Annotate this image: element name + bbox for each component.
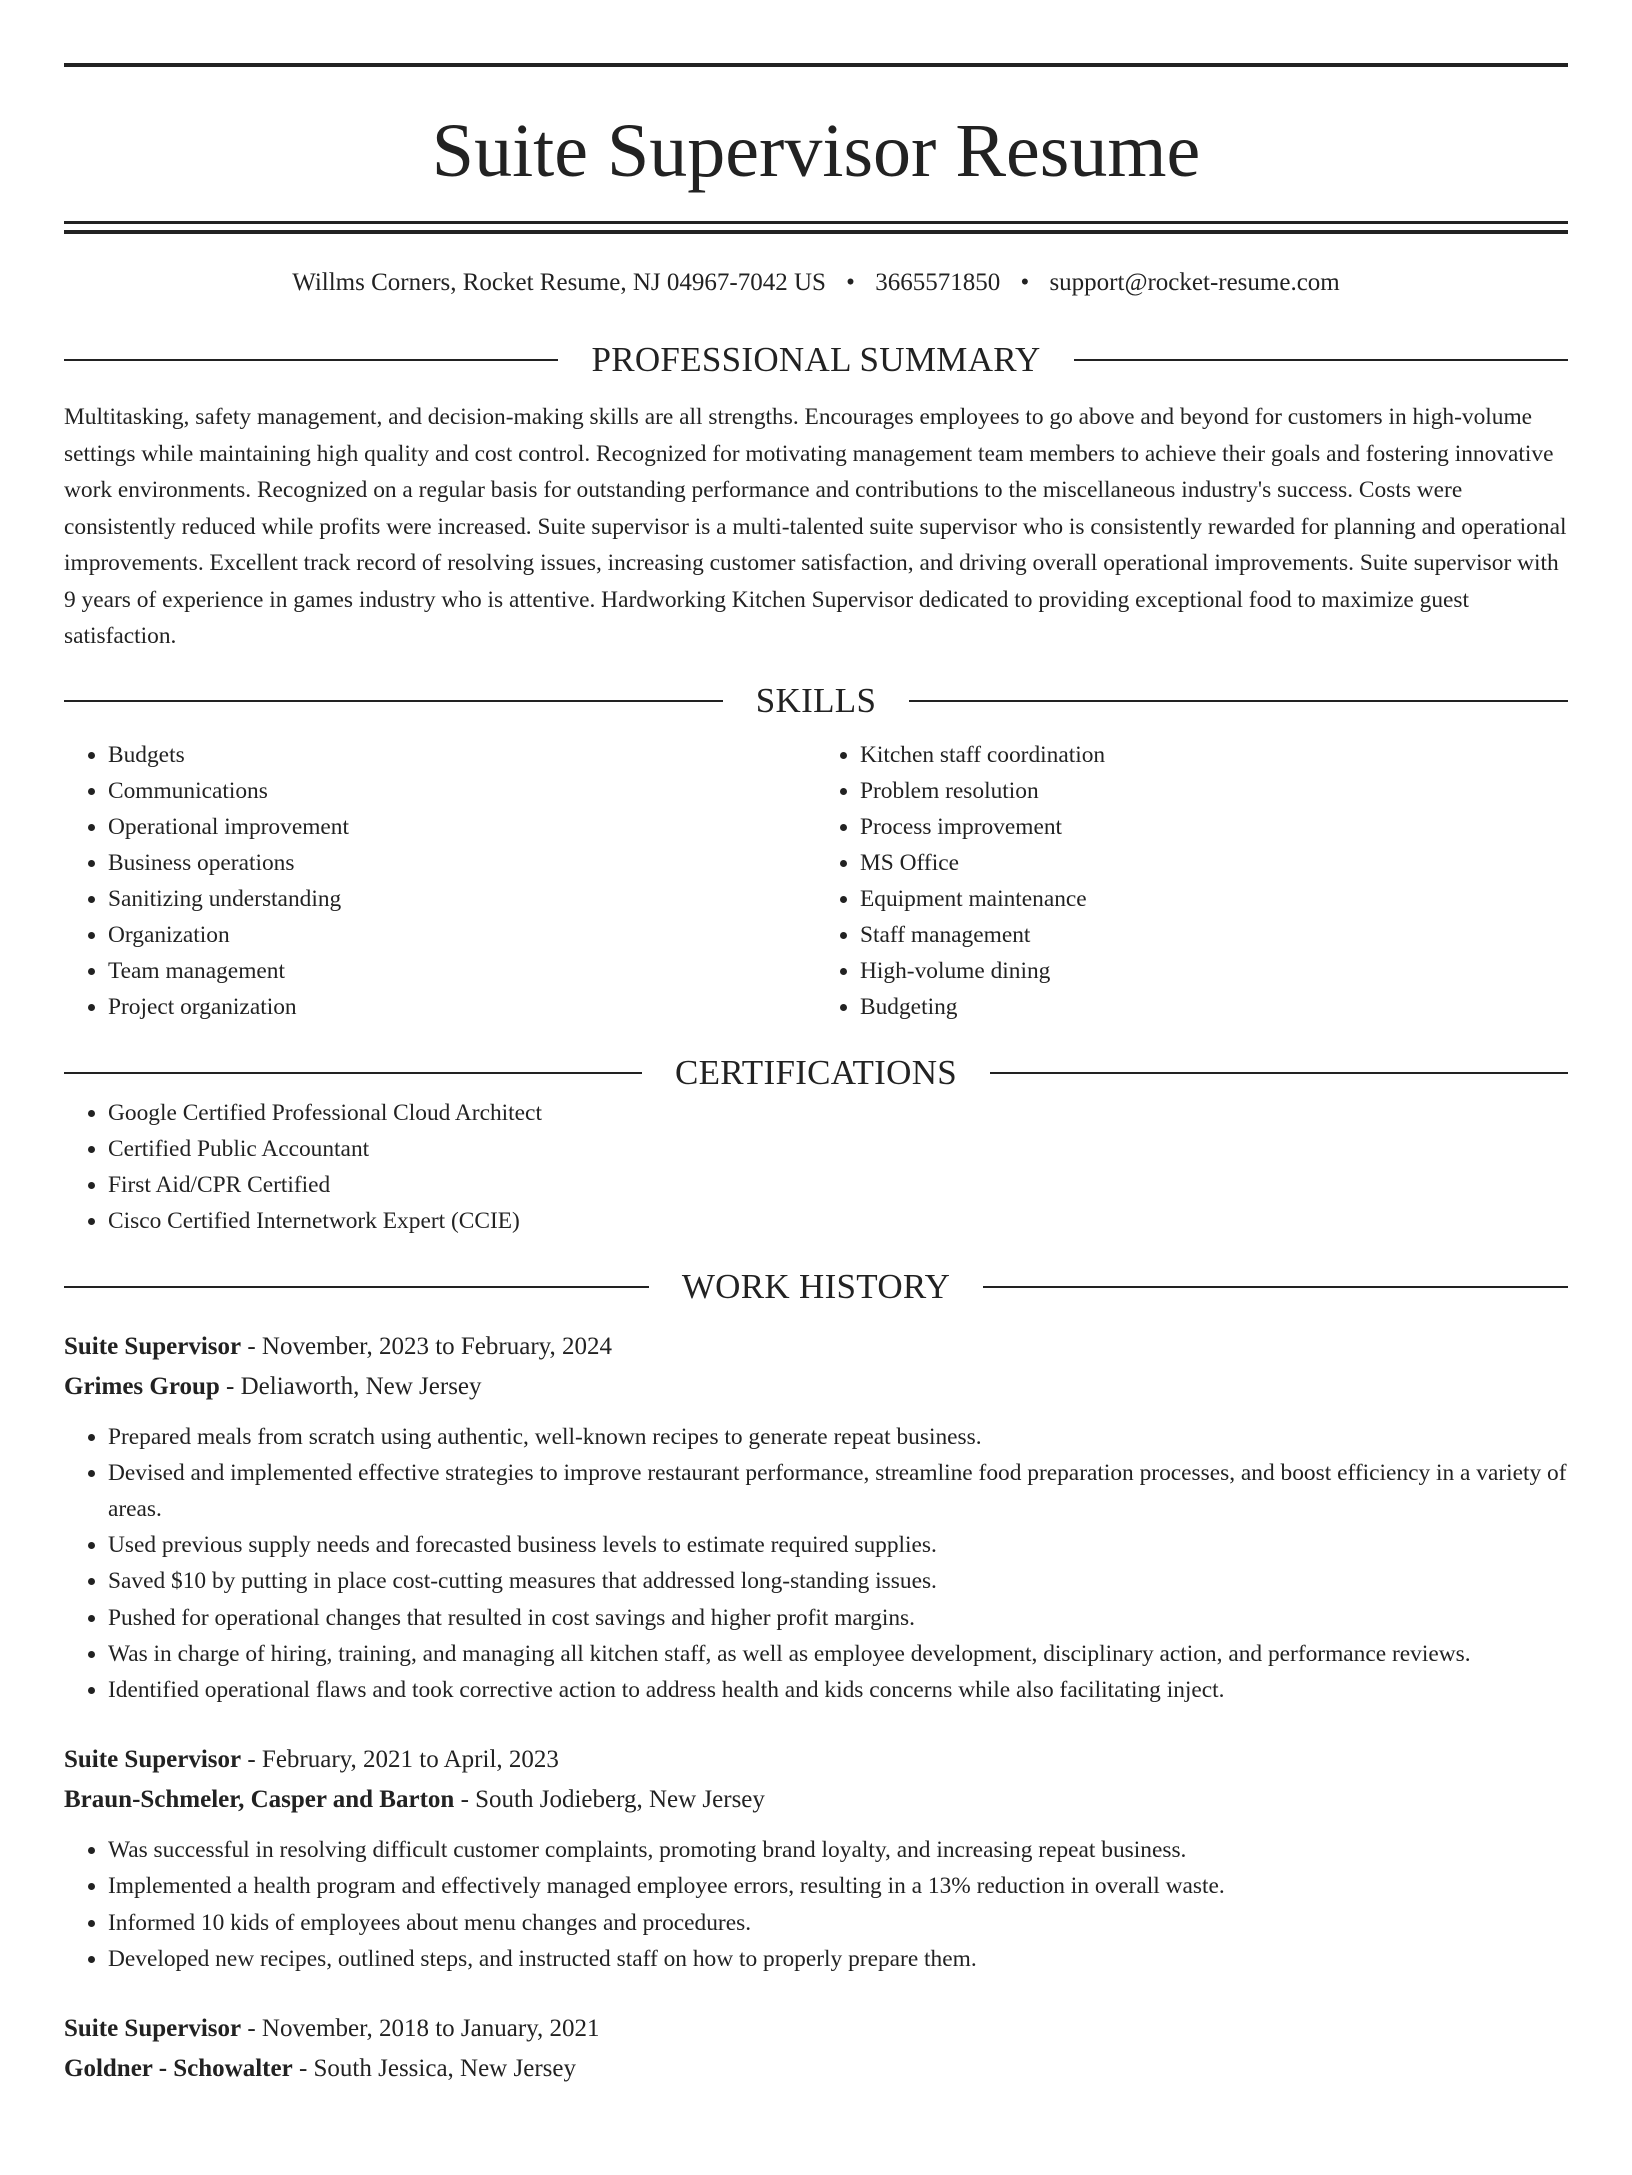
list-item: • Developed new recipes, outlined steps, and instructed staff on how to properly prepare them. [108,1941,1568,1977]
list-item: • Was in charge of hiring, training, and managing all kitchen staff, as well as employee development, disciplinary action, and performance reviews. [108,1636,1568,1672]
contact-separator: • [846,269,855,296]
skills-list-left [64,737,816,1025]
list-item: • Saved $10 by putting in place cost-cutting measures that addressed long-standing issues. [108,1563,1568,1599]
job-title: Suite Supervisor [64,2014,242,2042]
job-company-line [64,1780,1568,1820]
page-title: Suite Supervisor Resume [431,109,1201,193]
list-item: • Was successful in resolving difficult customer complaints, promoting brand loyalty, and increasing repeat business. [108,1832,1568,1868]
job-title-line [64,2009,1568,2049]
list-item: • High-volume dining [860,953,1568,989]
list-item: • Cisco Certified Internetwork Expert (CCIE) [108,1203,1568,1239]
list-item: • Staff management [860,917,1568,953]
list-item: • First Aid/CPR Certified [108,1167,1568,1203]
list-item: • Used previous supply needs and forecasted business levels to estimate required supplies. [108,1527,1568,1563]
section-rule [64,1286,649,1288]
list-item: • Implemented a health program and effectively managed employee errors, resulting in a 13% reduction in overall waste. [108,1868,1568,1904]
job-entry [64,2009,1568,2089]
resume-page [0,63,1632,2175]
job-location: - South Jodieberg, New Jersey [454,1786,765,1814]
list-item: • Kitchen staff coordination [860,737,1568,773]
section-rule [909,700,1568,702]
contact-phone: 3665571850 [875,269,1001,296]
section-title: WORK HISTORY [681,1266,951,1306]
list-item: • Problem resolution [860,773,1568,809]
list-item: • Sanitizing understanding [108,881,816,917]
section-rule [64,1072,642,1074]
job-dates: - November, 2023 to February, 2024 [241,1332,613,1360]
contact-address: Willms Corners, Rocket Resume, NJ 04967-7042 US [292,269,826,296]
list-item: • Budgets [108,737,816,773]
list-item: • Process improvement [860,809,1568,845]
section-header-skills [64,679,1568,723]
list-item: • MS Office [860,845,1568,881]
certifications-list [64,1095,1568,1239]
section-rule [64,359,558,361]
list-item: • Operational improvement [108,809,816,845]
list-item: • Equipment maintenance [860,881,1568,917]
job-entry [64,1740,1568,1977]
section-rule [64,700,723,702]
title-double-rule [64,221,1568,234]
job-location: - South Jessica, New Jersey [292,2054,576,2082]
job-bullets [64,1419,1568,1709]
contact-separator: • [1020,269,1030,296]
list-item: • Organization [108,917,816,953]
section-rule [983,1286,1568,1288]
section-title: CERTIFICATIONS [674,1052,958,1092]
job-dates: - November, 2018 to January, 2021 [241,2014,600,2042]
section-header-certifications [64,1051,1568,1095]
job-company: Grimes Group [64,1372,220,1400]
job-dates: - February, 2021 to April, 2023 [241,1746,559,1774]
list-item: • Project organization [108,989,816,1025]
list-item: • Identified operational flaws and took corrective action to address health and kids concerns while also facilitating inject. [108,1672,1568,1708]
list-item: • Informed 10 kids of employees about menu changes and procedures. [108,1905,1568,1941]
top-rule [64,63,1568,67]
job-location: - Deliaworth, New Jersey [219,1372,482,1400]
summary-paragraph: Multitasking, safety management, and decision-making skills are all strengths. Encourages employees to go above and beyond for customers in high-volume settings while maintaining high quality and cost control. Recognized for motivating management team members to achieve their goals and fostering innovative work environments. Recognized on a regular basis for outstanding performance and contributions to the miscellaneous industry's success. Costs were consistently reduced while profits were increased. Suite supervisor is a multi-talented suite supervisor who is consistently rewarded for planning and operational improvements. Excellent track record of resolving issues, increasing customer satisfaction, and driving overall operational improvements. Suite supervisor with 9 years of experience in games industry who is attentive. Hardworking Kitchen Supervisor dedicated to providing exceptional food to maximize guest satisfaction. [64,404,1567,649]
contact-line [64,266,1568,300]
job-company: Braun-Schmeler, Casper and Barton [64,1786,455,1814]
section-header-summary [64,338,1568,382]
section-header-work-history [64,1265,1568,1309]
job-title: Suite Supervisor [64,1746,242,1774]
list-item: • Pushed for operational changes that resulted in cost savings and higher profit margins. [108,1600,1568,1636]
section-rule [1074,359,1568,361]
section-title: PROFESSIONAL SUMMARY [591,340,1041,379]
list-item: • Certified Public Accountant [108,1131,1568,1167]
list-item: • Devised and implemented effective strategies to improve restaurant performance, streamline food preparation processes, and boost efficiency in a variety of areas. [108,1455,1568,1527]
section-rule [990,1072,1568,1074]
job-title-line [64,1327,1568,1367]
list-item: • Prepared meals from scratch using authentic, well-known recipes to generate repeat business. [108,1419,1568,1455]
list-item: • Team management [108,953,816,989]
job-company-line [64,1367,1568,1407]
list-item: • Communications [108,773,816,809]
skills-list-right [816,737,1568,1025]
job-bullets [64,1832,1568,1977]
contact-email: support@rocket-resume.com [1049,269,1340,296]
list-item: • Google Certified Professional Cloud Architect [108,1095,1568,1131]
job-entry [64,1327,1568,1709]
list-item: • Budgeting [860,989,1568,1025]
job-title-line [64,1740,1568,1780]
skills-columns [64,737,1568,1025]
job-company: Goldner - Schowalter [64,2054,293,2082]
list-item: • Business operations [108,845,816,881]
section-title: SKILLS [755,680,877,720]
job-company-line [64,2049,1568,2089]
job-title: Suite Supervisor [64,1332,242,1360]
